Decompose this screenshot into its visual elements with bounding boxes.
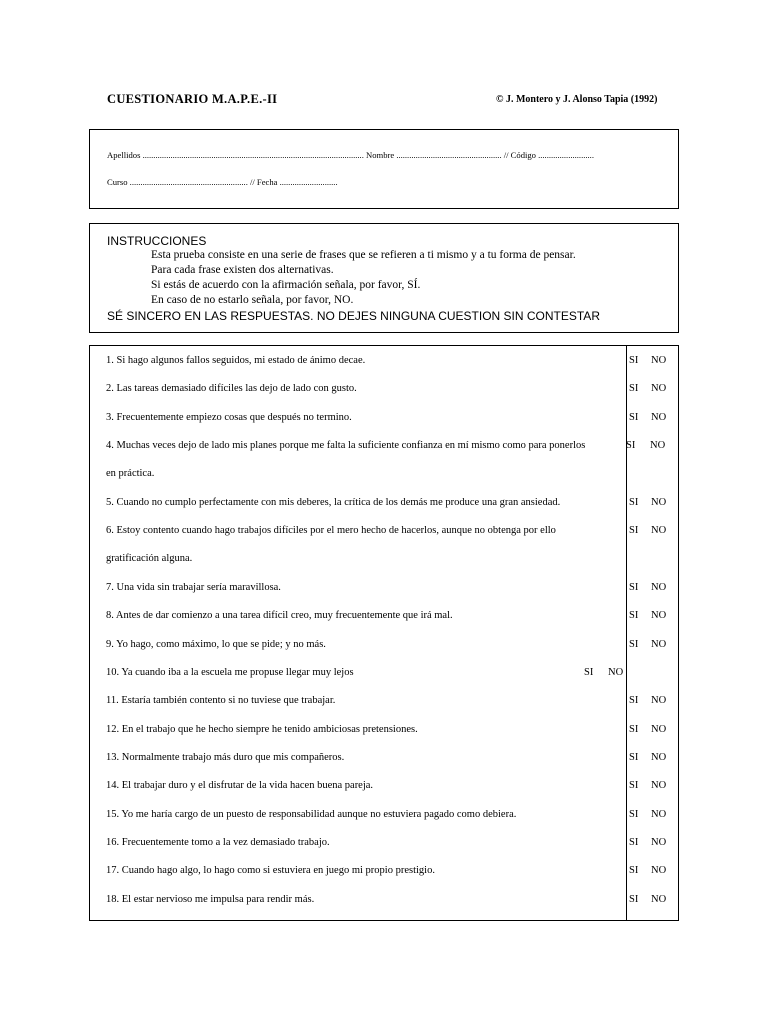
answer-si-option[interactable]: SI bbox=[629, 724, 639, 735]
question-text-continued: en práctica. bbox=[106, 468, 155, 479]
answer-no-option[interactable]: NO bbox=[651, 780, 667, 791]
questionnaire-title: CUESTIONARIO M.A.P.E.-II bbox=[107, 92, 278, 106]
question-text: 9. Yo hago, como máximo, lo que se pide; y no más. bbox=[106, 639, 326, 650]
question-text: 14. El trabajar duro y el disfrutar de la vida hacen buena pareja. bbox=[106, 780, 374, 791]
question-text-continued: gratificación alguna. bbox=[106, 553, 193, 564]
answer-no-option[interactable]: NO bbox=[651, 383, 667, 394]
instruction-line: Si estás de acuerdo con la afirmación señala, por favor, SÍ. bbox=[151, 279, 421, 291]
answer-no-option[interactable]: NO bbox=[651, 610, 667, 621]
question-text: 5. Cuando no cumplo perfectamente con mis deberes, la crítica de los demás me produce una gran ansiedad. bbox=[106, 497, 561, 508]
answer-no-option[interactable]: NO bbox=[651, 355, 667, 366]
question-text: 10. Ya cuando iba a la escuela me propuse llegar muy lejos bbox=[106, 667, 354, 678]
answer-si-option[interactable]: SI bbox=[629, 639, 639, 650]
question-text: 16. Frecuentemente tomo a la vez demasiado trabajo. bbox=[106, 837, 330, 848]
answer-si-option[interactable]: SI bbox=[626, 440, 636, 451]
answer-si-option[interactable]: SI bbox=[629, 837, 639, 848]
questions-table bbox=[89, 345, 679, 921]
instructions-box bbox=[89, 223, 679, 333]
question-text: 12. En el trabajo que he hecho siempre he tenido ambiciosas pretensiones. bbox=[106, 724, 418, 735]
question-text: 18. El estar nervioso me impulsa para rendir más. bbox=[106, 894, 315, 905]
answer-si-option[interactable]: SI bbox=[629, 497, 639, 508]
answer-no-option[interactable]: NO bbox=[651, 752, 667, 763]
student-info-box bbox=[89, 129, 679, 209]
question-text: 4. Muchas veces dejo de lado mis planes porque me falta la suficiente confianza en mí mismo como para ponerlos bbox=[106, 440, 586, 451]
answer-si-option[interactable]: SI bbox=[629, 894, 639, 905]
answer-no-option[interactable]: NO bbox=[651, 724, 667, 735]
instructions-warning: SÉ SINCERO EN LAS RESPUESTAS. NO DEJES NINGUNA CUESTION SIN CONTESTAR bbox=[107, 309, 600, 323]
answer-si-option[interactable]: SI bbox=[629, 355, 639, 366]
answer-si-option[interactable]: SI bbox=[629, 383, 639, 394]
answer-no-option[interactable]: NO bbox=[651, 809, 667, 820]
answer-si-option[interactable]: SI bbox=[584, 667, 594, 678]
answer-no-option[interactable]: NO bbox=[651, 837, 667, 848]
answer-column-divider bbox=[626, 346, 627, 920]
answer-si-option[interactable]: SI bbox=[629, 525, 639, 536]
question-text: 1. Si hago algunos fallos seguidos, mi estado de ánimo decae. bbox=[106, 355, 366, 366]
answer-si-option[interactable]: SI bbox=[629, 582, 639, 593]
answer-no-option[interactable]: NO bbox=[608, 667, 624, 678]
answer-no-option[interactable]: NO bbox=[651, 894, 667, 905]
instruction-line: Para cada frase existen dos alternativas. bbox=[151, 264, 334, 276]
answer-si-option[interactable]: SI bbox=[629, 752, 639, 763]
answer-no-option[interactable]: NO bbox=[651, 695, 667, 706]
answer-no-option[interactable]: NO bbox=[651, 412, 667, 423]
answer-si-option[interactable]: SI bbox=[629, 809, 639, 820]
question-text: 17. Cuando hago algo, lo hago como si estuviera en juego mi propio prestigio. bbox=[106, 865, 435, 876]
answer-si-option[interactable]: SI bbox=[629, 780, 639, 791]
answer-si-option[interactable]: SI bbox=[629, 695, 639, 706]
answer-si-option[interactable]: SI bbox=[629, 865, 639, 876]
question-text: 13. Normalmente trabajo más duro que mis compañeros. bbox=[106, 752, 345, 763]
question-text: 7. Una vida sin trabajar sería maravillosa. bbox=[106, 582, 281, 593]
question-text: 8. Antes de dar comienzo a una tarea difícil creo, muy frecuentemente que irá mal. bbox=[106, 610, 453, 621]
question-text: 2. Las tareas demasiado difíciles las dejo de lado con gusto. bbox=[106, 383, 357, 394]
copyright-notice: © J. Montero y J. Alonso Tapia (1992) bbox=[496, 94, 658, 105]
surname-name-code-line[interactable]: Apellidos ....................................................................................................... Nombre ................................................. // Código .......................... bbox=[107, 150, 594, 160]
instruction-line: En caso de no estarlo señala, por favor, NO. bbox=[151, 294, 354, 306]
answer-no-option[interactable]: NO bbox=[650, 440, 666, 451]
course-date-line[interactable]: Curso ....................................................... // Fecha ........................... bbox=[107, 177, 338, 187]
question-text: 15. Yo me haría cargo de un puesto de responsabilidad aunque no estuviera pagado como debiera. bbox=[106, 809, 517, 820]
answer-no-option[interactable]: NO bbox=[651, 582, 667, 593]
answer-si-option[interactable]: SI bbox=[629, 610, 639, 621]
instruction-line: Esta prueba consiste en una serie de frases que se refieren a ti mismo y a tu forma de pensar. bbox=[151, 249, 576, 261]
answer-si-option[interactable]: SI bbox=[629, 412, 639, 423]
answer-no-option[interactable]: NO bbox=[651, 865, 667, 876]
question-text: 11. Estaría también contento si no tuviese que trabajar. bbox=[106, 695, 336, 706]
instructions-heading: INSTRUCCIONES bbox=[107, 234, 207, 248]
answer-no-option[interactable]: NO bbox=[651, 525, 667, 536]
answer-no-option[interactable]: NO bbox=[651, 639, 667, 650]
question-text: 6. Estoy contento cuando hago trabajos difíciles por el mero hecho de hacerlos, aunque no obtenga por ello bbox=[106, 525, 556, 536]
answer-no-option[interactable]: NO bbox=[651, 497, 667, 508]
question-text: 3. Frecuentemente empiezo cosas que después no termino. bbox=[106, 412, 352, 423]
